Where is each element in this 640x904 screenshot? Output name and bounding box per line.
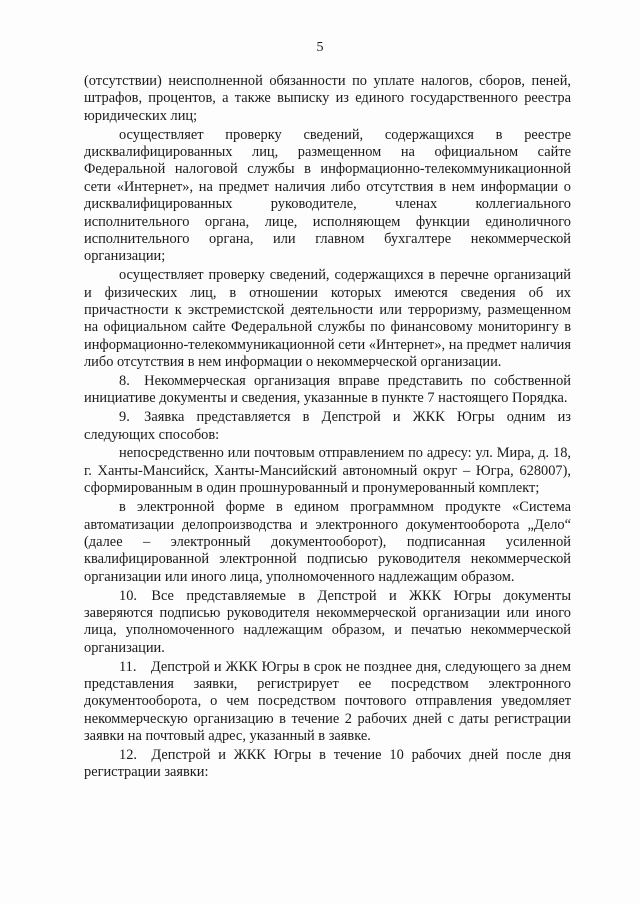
paragraph: (отсутствии) неисполненной обязанности по уплате налогов, сборов, пеней, штрафов, процентов, а также выписку из единого государственного реестра юридических лиц; <box>84 73 571 124</box>
document-body <box>84 73 571 783</box>
paragraph: в электронной форме в едином программном продукте «Система автоматизации делопроизводства и электронного документооборота „Дело“ (далее – электронный документооборот), подписанная усиленной квалифицированной электронной подписью руководителя некоммерческой организации или иного лица, уполномоченного надлежащим образом. <box>84 499 571 585</box>
paragraph: 12. Депстрой и ЖКК Югры в течение 10 рабочих дней после дня регистрации заявки: <box>84 746 571 781</box>
page-number: 5 <box>316 40 324 55</box>
paragraph: осуществляет проверку сведений, содержащихся в реестре дисквалифицированных лиц, размещенном на официальном сайте Федеральной налоговой службы в информационно-телекоммуникационной сети «Интернет», на предмет наличия либо отсутствия в нем информации о дисквалифицированных руководителе, членах коллегиального исполнительного органа, лице, исполняющем функции единоличного исполнительного органа, или главном бухгалтере некоммерческой организации; <box>84 126 571 265</box>
paragraph: 11. Депстрой и ЖКК Югры в срок не позднее дня, следующего за днем представления заявки, регистрирует ее посредством электронного документооборота, о чем посредством почтового отправления уведомляет некоммерческую организацию в течение 2 рабочих дней с даты регистрации заявки на почтовый адрес, указанный в заявке. <box>84 658 571 745</box>
paragraph: осуществляет проверку сведений, содержащихся в перечне организаций и физических лиц, в отношении которых имеются сведения об их причастности к экстремистской деятельности или терроризму, размещенном на официальном сайте Федеральной службы по финансовому мониторингу в информационно-телекоммуникационной сети «Интернет», на предмет наличия либо отсутствия в нем информации о некоммерческой организации. <box>84 267 571 371</box>
paragraph: непосредственно или почтовым отправлением по адресу: ул. Мира, д. 18, г. Ханты-Мансийск, Ханты-Мансийский автономный округ – Югра, 628007), сформированным в один прошнурованный и пронумерованный комплект; <box>84 445 571 497</box>
paragraph: 9. Заявка представляется в Депстрой и ЖКК Югры одним из следующих способов: <box>84 409 571 443</box>
paragraph: 10. Все представляемые в Депстрой и ЖКК Югры документы заверяются подписью руководителя некоммерческой организации или иного лица, уполномоченного надлежащим образом, и печатью некоммерческой организации. <box>84 587 571 656</box>
paragraph: 8. Некоммерческая организация вправе представить по собственной инициативе документы и сведения, указанные в пункте 7 настоящего Порядка. <box>84 373 571 407</box>
